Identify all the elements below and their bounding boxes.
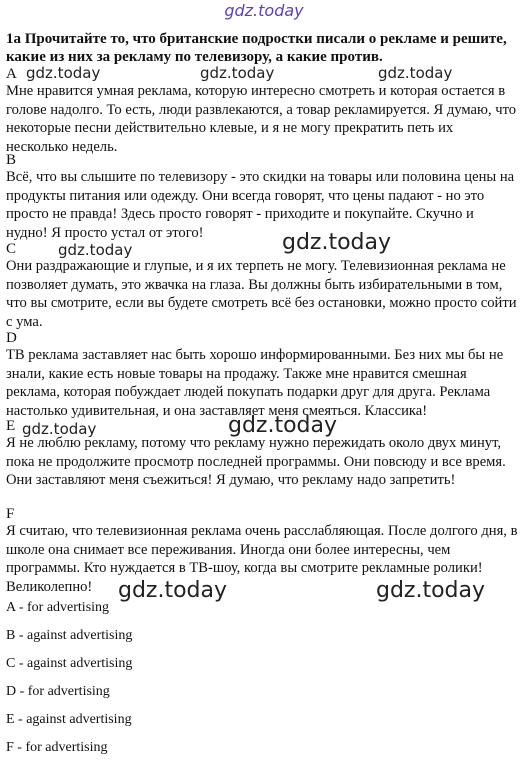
watermark: gdz.today	[118, 578, 228, 603]
header-watermark: gdz.today	[224, 1, 304, 20]
passage-letter: D	[6, 330, 17, 346]
passage-c	[6, 241, 518, 331]
answer-item: C - against advertising	[6, 656, 133, 671]
watermark: gdz.today	[376, 578, 486, 603]
passage-text: Они раздражающие и глупые, и я их терпеть не могу. Телевизионная реклама не позволяет думать, это жвачка на глаза. Вы должны быть избирательными в том, что вы смотрите, если вы будете смотреть всё без остановки, можно просто сойти с ума.	[6, 258, 517, 330]
answer-item: F - for advertising	[6, 740, 108, 755]
passage-letter: F	[6, 506, 15, 522]
watermark: gdz.today	[58, 241, 133, 259]
watermark: gdz.today	[378, 64, 453, 82]
answer-item: D - for advertising	[6, 684, 110, 699]
answer-item: E - against advertising	[6, 712, 132, 727]
answer-list	[6, 600, 306, 768]
passage-f	[6, 506, 518, 596]
passage-letter: B	[6, 152, 17, 168]
passage-a	[6, 66, 518, 156]
passage-e	[6, 418, 518, 490]
passage-text: ТВ реклама заставляет нас быть хорошо информированными. Без них мы бы не знали, какие есть новые товары на продажу. Также мне нравится смешная реклама, которая побуждает людей покупать подарки друг для друга. Реклама настолько удивительная, и она заставляет меня смеяться. Классика!	[6, 347, 504, 419]
answer-item: B - against advertising	[6, 628, 133, 643]
passage-letter: A	[6, 66, 17, 82]
passage-b	[6, 152, 518, 242]
passage-d	[6, 330, 518, 420]
passage-text: Всё, что вы слышите по телевизору - это скидки на товары или половина цены на продукты питания или одежду. Они всегда говорят, что цены падают - но это просто не правда! Здесь просто говорят - приходите и покупайте. Скучно и нудно! Я просто устал от этого!	[6, 169, 515, 241]
passage-text: Мне нравится умная реклама, которую интересно смотреть и которая остается в голове надолго. То есть, люди развлекаются, а товар рекламируется. Я думаю, что некоторые песни действительно клевые, и я не могу прекратить петь их несколько недель.	[6, 83, 517, 155]
passage-letter: E	[6, 418, 16, 434]
watermark: gdz.today	[282, 230, 392, 255]
watermark: gdz.today	[22, 420, 97, 438]
watermark: gdz.today	[26, 64, 101, 82]
task-title: 1a Прочитайте то, что британские подростки писали о рекламе и решите, какие из них за рекламу по телевизору, а какие против.	[6, 31, 507, 65]
passage-text: Я считаю, что телевизионная реклама очень расслабляющая. После долгого дня, в школе она снимает все переживания. Иногда они более интересны, чем программы. Кто нуждается в ТВ-шоу, когда вы смотрите рекламные ролики! Великолепно!	[6, 523, 518, 595]
answer-item: A - for advertising	[6, 600, 110, 615]
passage-letter: C	[6, 241, 17, 257]
watermark: gdz.today	[228, 413, 338, 438]
passage-text: Я не люблю рекламу, потому что рекламу нужно пережидать около двух минут, пока не продолжите просмотр последней программы. Они повсюду и все время. Они заставляют меня съежиться! Я думаю, что рекламу надо запретить!	[6, 435, 506, 488]
watermark: gdz.today	[200, 64, 275, 82]
